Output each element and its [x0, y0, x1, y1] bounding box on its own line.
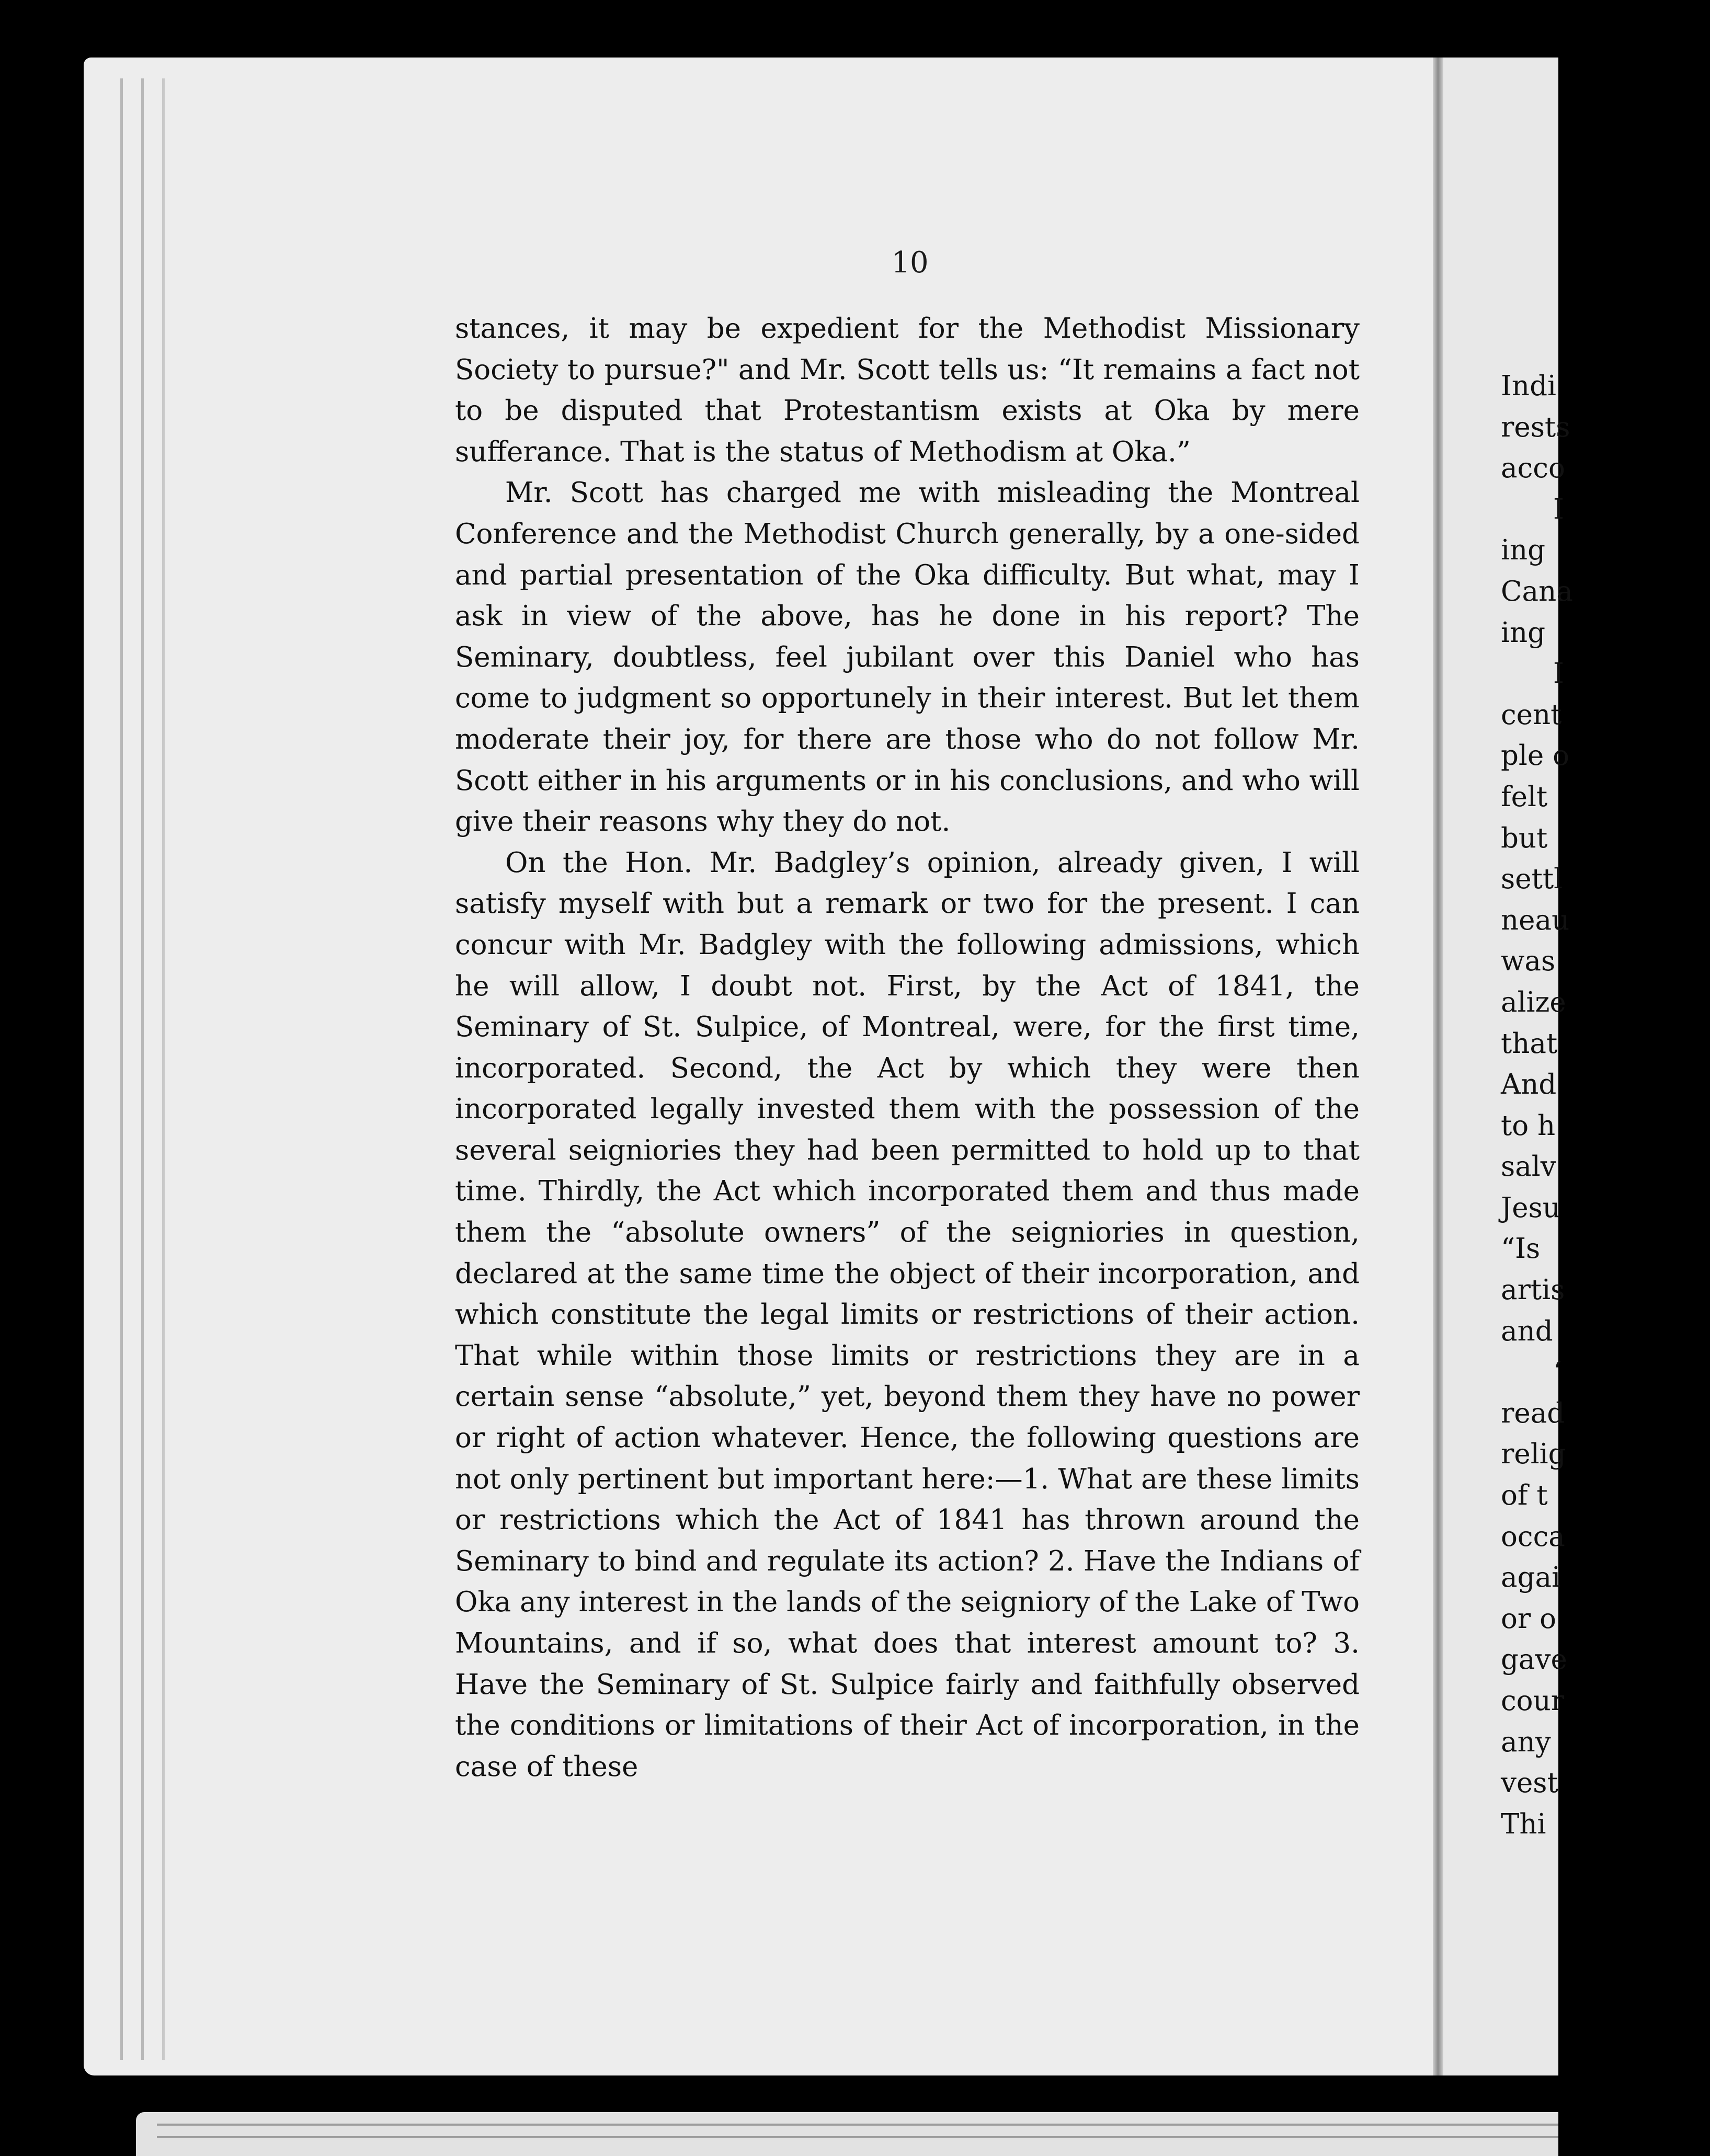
- page-edge-line: [157, 2124, 1558, 2126]
- facing-line: And: [1501, 1069, 1557, 1101]
- facing-line: was: [1501, 945, 1556, 978]
- page-body-text: [455, 308, 1360, 1787]
- facing-line: Jesu: [1501, 1191, 1560, 1224]
- facing-line: ing: [1501, 534, 1546, 567]
- facing-line: rests: [1501, 411, 1570, 443]
- facing-line: “Is: [1501, 1233, 1541, 1265]
- facing-line: salv: [1501, 1151, 1556, 1183]
- facing-line: vest: [1501, 1767, 1558, 1799]
- facing-line: that: [1501, 1027, 1558, 1060]
- facing-line: Thi: [1501, 1808, 1546, 1840]
- facing-line: ‘: [1553, 1356, 1562, 1389]
- page-edge-line: [157, 2136, 1558, 2138]
- facing-line: neau: [1501, 904, 1570, 936]
- facing-line: Indi: [1501, 370, 1556, 402]
- facing-line: but: [1501, 822, 1548, 854]
- facing-page-text: [1501, 366, 1710, 1845]
- facing-line: artis: [1501, 1274, 1565, 1306]
- page-edge-line: [120, 78, 123, 2060]
- facing-line: read: [1501, 1397, 1565, 1429]
- facing-line: and: [1501, 1315, 1553, 1347]
- facing-line: of t: [1501, 1480, 1548, 1512]
- facing-line: agai: [1501, 1562, 1561, 1594]
- facing-page: [1443, 58, 1573, 2075]
- book-gutter: [1433, 58, 1443, 2075]
- facing-line: felt: [1501, 781, 1548, 813]
- facing-line: I: [1553, 658, 1564, 690]
- page-number: 10: [891, 246, 929, 280]
- facing-line: to h: [1501, 1109, 1556, 1142]
- facing-line: settl: [1501, 863, 1563, 896]
- paragraph: stances, it may be expedient for the Methodist Missionary Society to pursue?" and Mr. Scott tells us: “It remains a fact not to be disputed that Protestantism exists at Oka by mere sufferance. That is the status of Methodism at Oka.”: [455, 313, 1360, 468]
- paragraph: On the Hon. Mr. Badgley’s opinion, already given, I will satisfy myself with but a remark or two for the present. I can concur with Mr. Badgley with the following admissions, which he will allow, I doubt not. First, by the Act of 1841, the Seminary of St. Sulpice, of Montreal, were, for the first time, incorporated. Second, the Act by which they were then incorporated legally invested them with the possession of the several seigniories they had been permitted to hold up to that time. Thirdly, the Act which incorporated them and thus made them the “absolute owners” of the seigniories in question, declared at the same time the object of their incorporation, and which constitute the legal limits or restrictions of their action. That while within those limits or restrictions they are in a certain sense “absolute,” yet, beyond them they have no power or right of action whatever. Hence, the following questions are not only pertinent but important here:—1. What are these limits or restrictions which the Act of 1841 has thrown around the Seminary to bind and regulate its action? 2. Have the Indians of Oka any interest in the lands of the seigniory of the Lake of Two Mountains, and if so, what does that interest amount to? 3. Have the Seminary of St. Sulpice fairly and faithfully observed the conditions or limitations of their Act of incorporation, in the case of these: [455, 846, 1360, 1783]
- bottom-page-edge: [136, 2112, 1558, 2156]
- facing-line: Cana: [1501, 575, 1573, 607]
- facing-line: relig: [1501, 1438, 1566, 1471]
- facing-line: acco: [1501, 452, 1565, 485]
- facing-line: ple o: [1501, 740, 1569, 772]
- facing-line: cent: [1501, 698, 1562, 731]
- facing-line: gave: [1501, 1644, 1567, 1676]
- facing-line: or o: [1501, 1602, 1556, 1635]
- facing-line: any: [1501, 1726, 1551, 1758]
- facing-line: ing: [1501, 616, 1546, 649]
- page-edge-line: [162, 78, 165, 2060]
- paragraph: Mr. Scott has charged me with misleading the Montreal Conference and the Methodist Church generally, by a one-sided and partial presentation of the Oka difficulty. But what, may I ask in view of the above, has he done in his report? The Seminary, doubtless, feel jubilant over this Daniel who has come to judgment so opportunely in their interest. But let them moderate their joy, for there are those who do not follow Mr. Scott either in his arguments or in his conclusions, and who will give their reasons why they do not.: [455, 477, 1360, 838]
- facing-line: alize: [1501, 986, 1566, 1018]
- facing-line: occa: [1501, 1520, 1565, 1553]
- facing-line: I: [1553, 493, 1564, 525]
- page-edge-line: [141, 78, 144, 2060]
- facing-line: cour: [1501, 1685, 1565, 1717]
